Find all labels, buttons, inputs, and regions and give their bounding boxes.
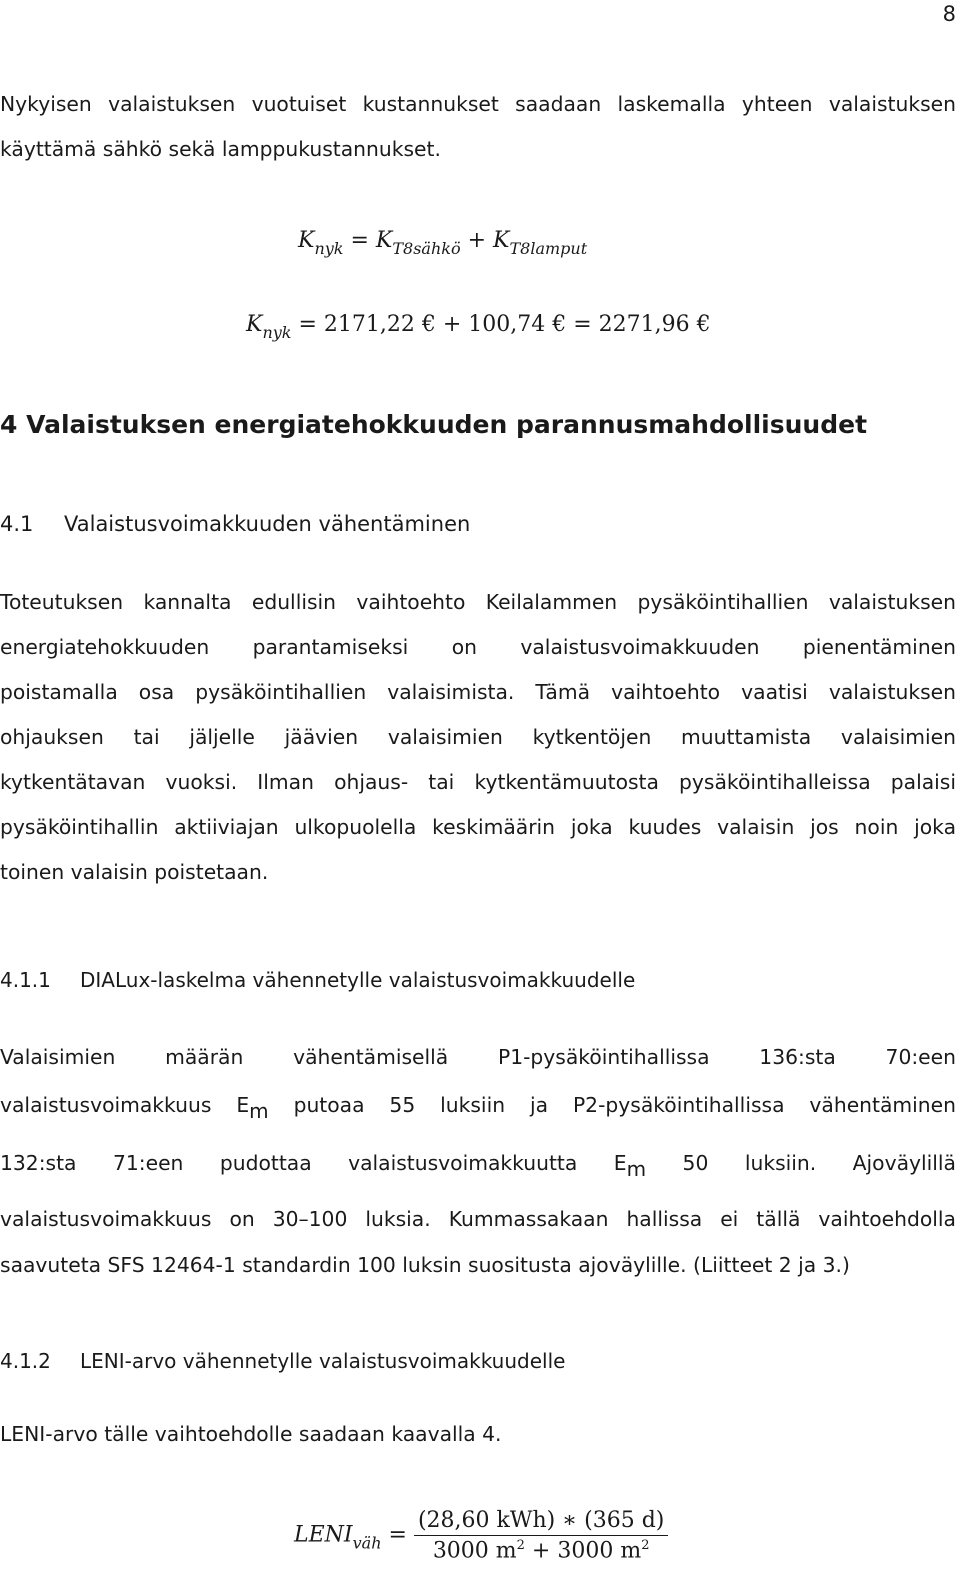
section-title: LENI-arvo vähennetylle valaistusvoimakkuudelle xyxy=(80,1349,566,1373)
eq-term: 3000 m xyxy=(432,1538,517,1564)
section-title: DIALux-laskelma vähennetylle valaistusvoimakkuudelle xyxy=(80,968,636,992)
eq-subscript: väh xyxy=(352,1533,382,1553)
chapter-heading: 4 Valaistuksen energiatehokkuuden parannusmahdollisuudet xyxy=(0,410,868,439)
text-run: 132:sta 71:een pudottaa valaistusvoimakkuutta E xyxy=(0,1151,627,1175)
paragraph-line: Toteutuksen kannalta edullisin vaihtoehto Keilalammen pysäköintihallien valaistuksen xyxy=(0,590,956,614)
eq-symbol: K xyxy=(493,228,510,253)
subscript: m xyxy=(626,1157,647,1181)
paragraph-line: Valaisimien määrän vähentämisellä P1-pysäköintihallissa 136:sta 70:een xyxy=(0,1045,956,1069)
eq-symbol: K xyxy=(375,228,393,253)
paragraph-line: valaistusvoimakkuus on 30–100 luksia. Kummassakaan hallissa ei tällä vaihtoehdolla xyxy=(0,1207,956,1231)
paragraph-line: kytkentätavan vuoksi. Ilman ohjaus- tai kytkentämuutosta pysäköintihalleissa palaisi xyxy=(0,770,956,794)
section-heading-4-1-1 xyxy=(0,968,635,992)
eq-expression: = 2171,22 € + 100,74 € = 2271,96 € xyxy=(298,312,711,337)
paragraph-line: saavuteta SFS 12464-1 standardin 100 luksin suositusta ajoväylille. (Liitteet 2 ja 3.) xyxy=(0,1253,850,1277)
eq-subscript: nyk xyxy=(314,239,344,258)
text-run: putoaa 55 luksiin ja P2-pysäköintihallissa vähentäminen xyxy=(268,1093,956,1117)
section-4-1-2-text: LENI-arvo tälle vaihtoehdolle saadaan kaavalla 4. xyxy=(0,1422,502,1446)
subscript: m xyxy=(249,1099,269,1123)
equation-leni xyxy=(294,1508,668,1563)
intro-paragraph xyxy=(0,82,956,172)
eq-exponent: 2 xyxy=(516,1538,525,1553)
eq-numerator: (28,60 kWh) ∗ (365 d) xyxy=(414,1508,668,1536)
paragraph-line xyxy=(0,1082,956,1134)
section-number: 4.1.2 xyxy=(0,1349,51,1373)
eq-symbol: K xyxy=(298,228,315,253)
equation-cost-value xyxy=(246,312,711,342)
eq-operator: = xyxy=(350,228,369,253)
section-heading-4-1-2 xyxy=(0,1349,565,1373)
paragraph-line: energiatehokkuuden parantamiseksi on valaistusvoimakkuuden pienentäminen xyxy=(0,635,956,659)
eq-operator: = xyxy=(388,1522,407,1548)
eq-subscript: nyk xyxy=(262,323,292,342)
text-run: 50 luksiin. Ajoväylillä xyxy=(646,1151,956,1175)
eq-operator: + xyxy=(467,228,487,253)
section-heading-4-1 xyxy=(0,512,470,536)
text-run: valaistusvoimakkuus E xyxy=(0,1093,250,1117)
paragraph-line: toinen valaisin poistetaan. xyxy=(0,860,269,884)
paragraph-line: pysäköintihallin aktiiviajan ulkopuolella keskimäärin joka kuudes valaisin jos noin joka xyxy=(0,815,956,839)
section-4-1-paragraph xyxy=(0,580,956,895)
paragraph-line: ohjauksen tai jäljelle jäävien valaisimien kytkentöjen muuttamista valaisimien xyxy=(0,725,956,749)
eq-symbol: LENI xyxy=(294,1522,353,1548)
intro-line: käyttämä sähkö sekä lamppukustannukset. xyxy=(0,137,441,161)
eq-subscript: T8sähkö xyxy=(392,239,461,258)
eq-exponent: 2 xyxy=(641,1538,650,1553)
equation-cost-sum xyxy=(298,228,587,258)
eq-fraction xyxy=(414,1508,668,1563)
section-number: 4.1.1 xyxy=(0,968,51,992)
paragraph-line: poistamalla osa pysäköintihallien valaisimista. Tämä vaihtoehto vaatisi valaistuksen xyxy=(0,680,956,704)
eq-symbol: K xyxy=(246,312,263,337)
page-number: 8 xyxy=(942,2,956,26)
intro-line: Nykyisen valaistuksen vuotuiset kustannukset saadaan laskemalla yhteen valaistuksen xyxy=(0,92,956,116)
section-number: 4.1 xyxy=(0,512,34,536)
eq-denominator xyxy=(414,1536,668,1563)
paragraph-line xyxy=(0,1140,956,1192)
section-4-1-1-paragraph xyxy=(0,1034,956,1288)
eq-subscript: T8lamput xyxy=(509,239,588,258)
eq-operator: + xyxy=(524,1538,558,1564)
section-title: Valaistusvoimakkuuden vähentäminen xyxy=(64,512,471,536)
eq-term: 3000 m xyxy=(557,1538,642,1564)
